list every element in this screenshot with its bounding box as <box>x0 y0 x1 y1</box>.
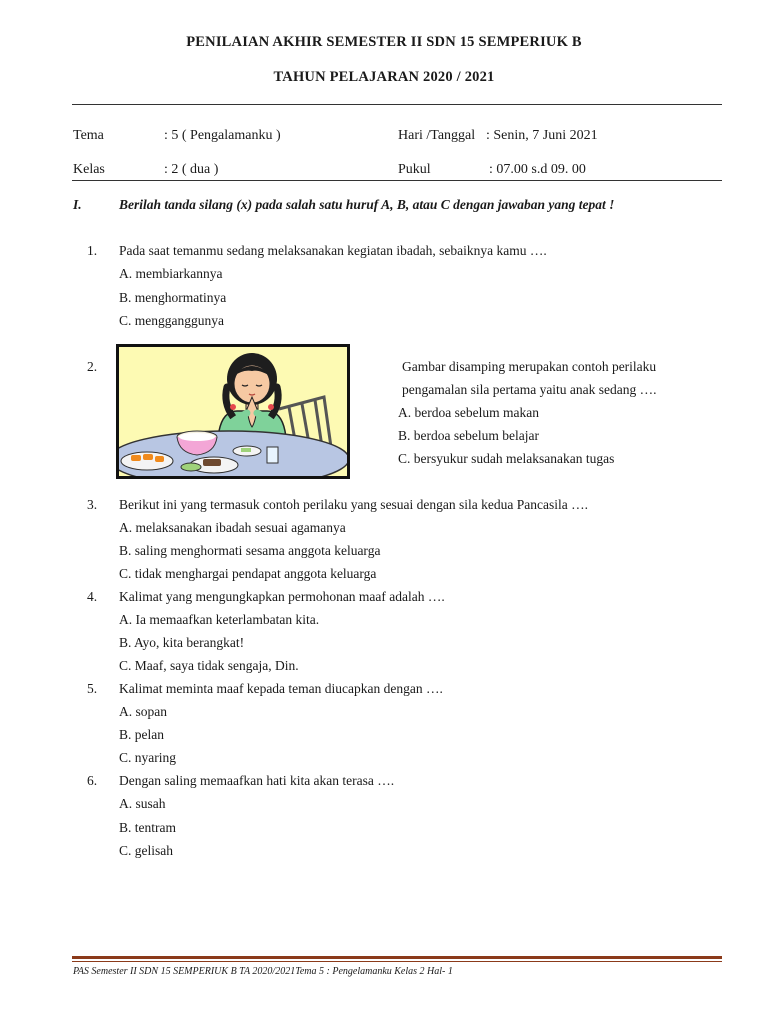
question-number: 1. <box>87 243 98 258</box>
footer-divider-thin <box>72 961 722 962</box>
answer-option-c[interactable]: C. mengganggunya <box>119 313 224 328</box>
question-text: Kalimat meminta maaf kepada teman diucapkan dengan …. <box>119 681 443 696</box>
answer-option-c[interactable]: C. gelisah <box>119 843 173 858</box>
answer-option-b[interactable]: B. saling menghormati sesama anggota keluarga <box>119 543 381 558</box>
answer-option-a[interactable]: A. melaksanakan ibadah sesuai agamanya <box>119 520 346 535</box>
question-number: 4. <box>87 589 98 604</box>
answer-option-c[interactable]: C. tidak menghargai pendapat anggota keluarga <box>119 566 377 581</box>
answer-option-b[interactable]: B. Ayo, kita berangkat! <box>119 635 245 650</box>
tema-label: Tema <box>73 128 104 143</box>
answer-option-c[interactable]: C. Maaf, saya tidak sengaja, Din. <box>119 658 299 673</box>
page-title: PENILAIAN AKHIR SEMESTER II SDN 15 SEMPERIUK B <box>186 34 582 50</box>
tema-value: : 5 ( Pengalamanku ) <box>164 128 281 143</box>
question-text: Dengan saling memaafkan hati kita akan terasa …. <box>119 773 395 788</box>
section-number: I. <box>73 197 82 212</box>
pukul-value: : 07.00 s.d 09. 00 <box>489 162 586 177</box>
footer-divider-thick <box>72 956 722 959</box>
school-year: TAHUN PELAJARAN 2020 / 2021 <box>273 69 495 85</box>
answer-option-a[interactable]: A. berdoa sebelum makan <box>398 405 539 420</box>
question-text-line1: Gambar disamping merupakan contoh perilaku <box>402 359 657 374</box>
praying-girl-illustration <box>116 344 350 479</box>
section-instruction: Berilah tanda silang (x) pada salah satu huruf A, B, atau C dengan jawaban yang tepat ! <box>119 197 615 212</box>
footer-text: PAS Semester II SDN 15 SEMPERIUK B TA 2020/2021Tema 5 : Pengelamanku Kelas 2 Hal- 1 <box>73 966 453 977</box>
question-text: Kalimat yang mengungkapkan permohonan maaf adalah …. <box>119 589 445 604</box>
meta-divider <box>72 180 722 181</box>
question-number: 6. <box>87 773 98 788</box>
kelas-label: Kelas <box>73 162 105 177</box>
question-number: 2. <box>87 359 98 374</box>
kelas-value: : 2 ( dua ) <box>164 162 219 177</box>
pukul-label: Pukul <box>398 162 431 177</box>
answer-option-a[interactable]: A. membiarkannya <box>119 266 223 281</box>
answer-option-b[interactable]: B. pelan <box>119 727 164 742</box>
answer-option-b[interactable]: B. tentram <box>119 820 176 835</box>
answer-option-b[interactable]: B. berdoa sebelum belajar <box>398 428 539 443</box>
answer-option-c[interactable]: C. nyaring <box>119 750 176 765</box>
question-text-line2: pengamalan sila pertama yaitu anak sedang …. <box>402 382 657 397</box>
answer-option-c[interactable]: C. bersyukur sudah melaksanakan tugas <box>398 451 615 466</box>
header-divider <box>72 104 722 105</box>
answer-option-a[interactable]: A. susah <box>119 796 166 811</box>
answer-option-b[interactable]: B. menghormatinya <box>119 290 227 305</box>
question-number: 5. <box>87 681 98 696</box>
question-number: 3. <box>87 497 98 512</box>
answer-option-a[interactable]: A. sopan <box>119 704 167 719</box>
answer-option-a[interactable]: A. Ia memaafkan keterlambatan kita. <box>119 612 320 627</box>
question-text: Berikut ini yang termasuk contoh perilaku yang sesuai dengan sila kedua Pancasila …. <box>119 497 588 512</box>
hari-label: Hari /Tanggal <box>398 128 476 143</box>
question-text: Pada saat temanmu sedang melaksanakan kegiatan ibadah, sebaiknya kamu …. <box>119 243 547 258</box>
hari-value: : Senin, 7 Juni 2021 <box>486 128 598 143</box>
